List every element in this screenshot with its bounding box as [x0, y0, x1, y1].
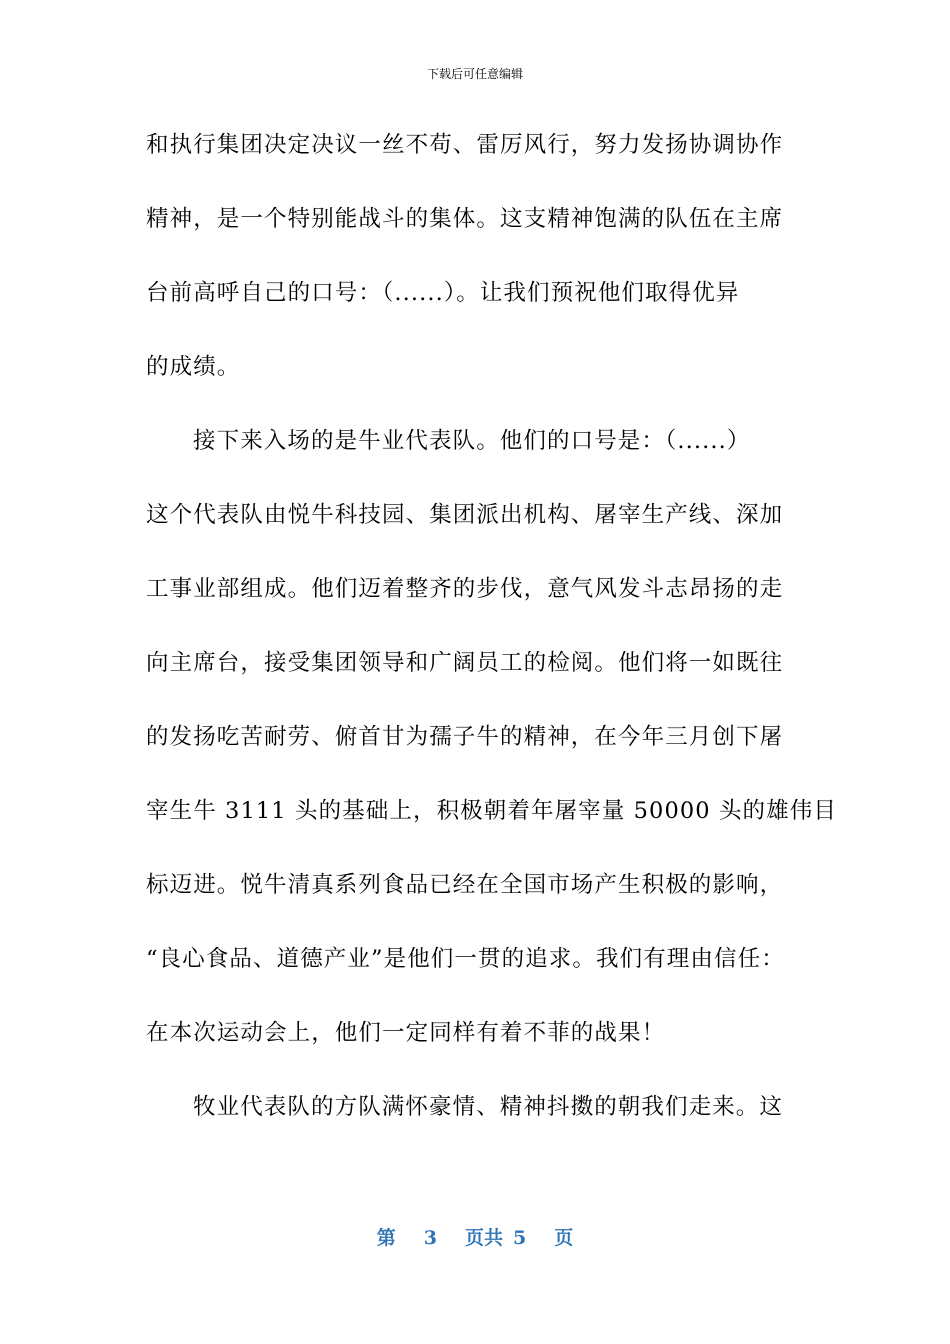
text-line: 工事业部组成。他们迈着整齐的步伐，意气风发斗志昂扬的走 [146, 576, 784, 602]
footer-suffix: 页 [554, 1227, 574, 1249]
document-body [146, 120, 837, 1156]
page-footer [0, 1226, 950, 1250]
text-line: “良心食品、道德产业”是他们一贯的追求。我们有理由信任： [146, 946, 785, 972]
text-line: 这个代表队由悦牛科技园、集团派出机构、屠宰生产线、深加 [146, 502, 784, 528]
paragraph-first-line: 牧业代表队的方队满怀豪情、精神抖擞的朝我们走来。这 [193, 1094, 784, 1120]
text-line: 的发扬吃苦耐劳、俯首甘为孺子牛的精神，在今年三月创下屠 [146, 724, 784, 750]
text-line: 精神，是一个特别能战斗的集体。这支精神饱满的队伍在主席 [146, 206, 784, 232]
text-line: 向主席台，接受集团领导和广阔员工的检阅。他们将一如既往 [146, 650, 784, 676]
footer-middle: 页共 [464, 1227, 503, 1249]
text-line: 宰生牛 3111 头的基础上，积极朝着年屠宰量 50000 头的雄伟目 [146, 798, 837, 824]
footer-current-page: 3 [423, 1227, 437, 1249]
text-line: 台前高呼自己的口号：（......）。让我们预祝他们取得优异 [146, 280, 740, 306]
footer-prefix: 第 [376, 1227, 396, 1249]
footer-total-pages: 5 [513, 1227, 527, 1249]
paragraph-first-line: 接下来入场的是牛业代表队。他们的口号是：（......） [193, 428, 751, 454]
page-header-note: 下载后可任意编辑 [426, 67, 523, 81]
text-line: 的成绩。 [146, 354, 241, 380]
text-line: 标迈进。悦牛清真系列食品已经在全国市场产生积极的影响， [146, 872, 784, 898]
text-line: 在本次运动会上，他们一定同样有着不菲的战果！ [146, 1020, 666, 1046]
text-line: 和执行集团决定决议一丝不苟、雷厉风行，努力发扬协调协作 [146, 132, 784, 158]
